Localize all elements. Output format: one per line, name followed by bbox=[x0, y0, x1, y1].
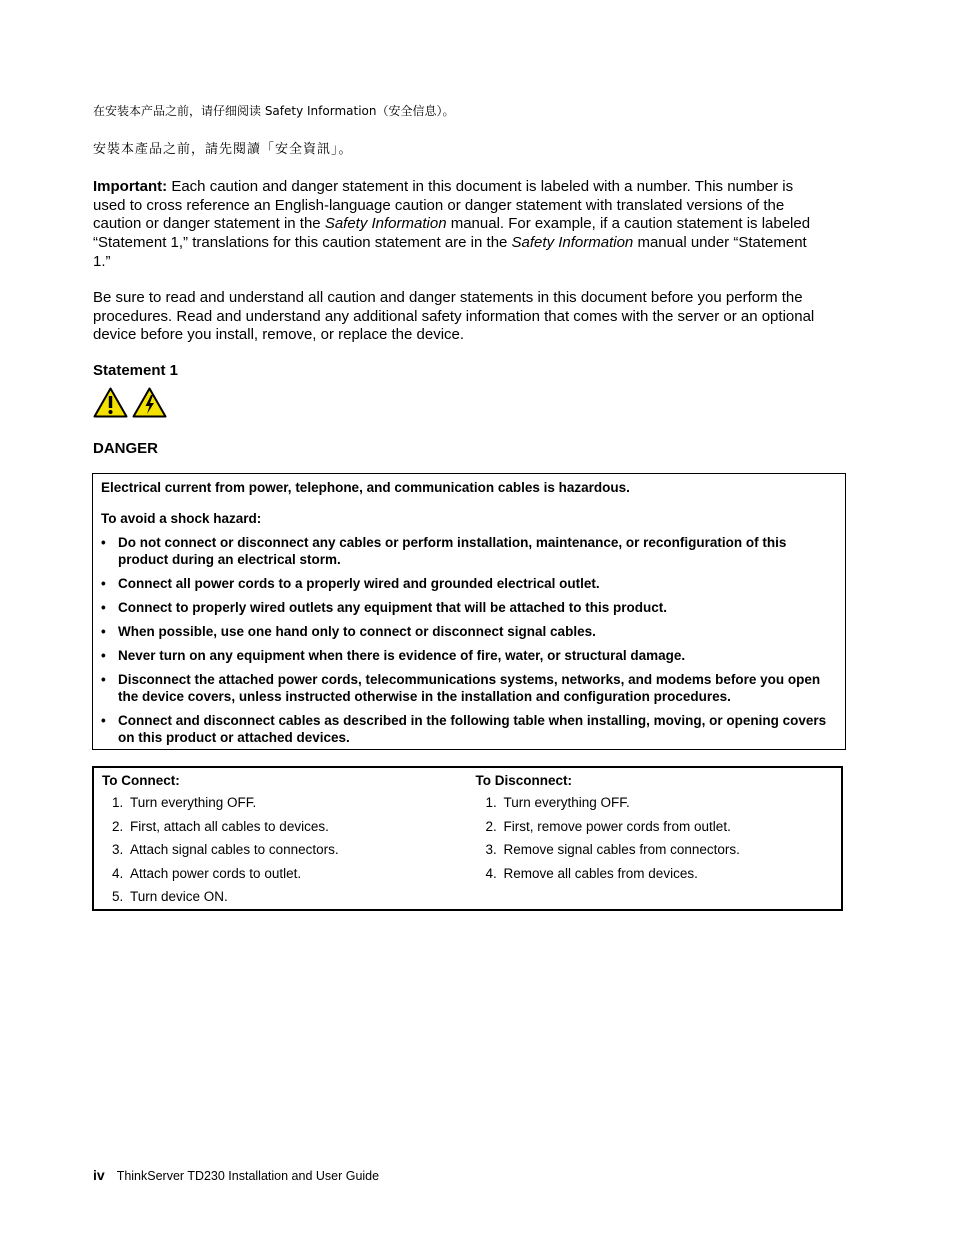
traditional-chinese-notice: 安裝本產品之前，請先閱讀「安全資訊」。 bbox=[93, 142, 353, 157]
step-text: Attach power cords to outlet. bbox=[130, 865, 302, 881]
danger-box bbox=[92, 473, 846, 750]
simplified-chinese-notice: 在安装本产品之前，请仔细阅读 Safety Information（安全信息）。 bbox=[93, 104, 455, 118]
step-number: 4. bbox=[485, 865, 497, 881]
step-text: Remove all cables from devices. bbox=[503, 865, 698, 881]
connect-column bbox=[94, 768, 468, 909]
list-item bbox=[476, 818, 834, 835]
important-paragraph bbox=[93, 178, 828, 272]
list-item: • When possible, use one hand only to connect or disconnect signal cables. bbox=[101, 623, 837, 640]
connect-disconnect-table bbox=[92, 766, 843, 911]
list-item: • Do not connect or disconnect any cables or perform installation, maintenance, or reconfiguration of this product during an electrical storm. bbox=[101, 534, 837, 568]
footer-title: ThinkServer TD230 Installation and User Guide bbox=[116, 1169, 380, 1183]
danger-heading: DANGER bbox=[93, 440, 159, 457]
step-number: 2. bbox=[485, 818, 497, 834]
danger-avoid-text: To avoid a shock hazard: bbox=[101, 511, 262, 526]
list-item: • Connect and disconnect cables as described in the following table when installing, moving, or opening covers on this product or attached devices. bbox=[101, 712, 837, 746]
list-item bbox=[102, 888, 460, 905]
disconnect-heading: To Disconnect: bbox=[475, 773, 573, 788]
list-item: • Disconnect the attached power cords, telecommunications systems, networks, and modems before you open the device covers, unless instructed otherwise in the installation and configuration procedures. bbox=[101, 671, 837, 705]
list-item bbox=[102, 818, 460, 835]
disconnect-steps bbox=[476, 794, 834, 882]
important-label: Important: bbox=[93, 178, 168, 195]
step-number: 1. bbox=[112, 795, 124, 810]
warning-triangle-icon bbox=[93, 387, 128, 418]
page-footer bbox=[93, 1167, 379, 1183]
page-number: iv bbox=[93, 1167, 105, 1183]
important-text-2: manual. For example, if a caution statement is labeled “Statement 1,” translations for this caution statement are in the bbox=[93, 215, 811, 252]
list-item: • Connect to properly wired outlets any equipment that will be attached to this product. bbox=[101, 599, 837, 616]
step-text: First, remove power cords from outlet. bbox=[503, 818, 731, 834]
list-item bbox=[476, 794, 834, 811]
list-item: • Connect all power cords to a properly wired and grounded electrical outlet. bbox=[101, 575, 837, 592]
step-number: 4. bbox=[112, 865, 124, 881]
step-number: 2. bbox=[112, 818, 124, 834]
list-item bbox=[476, 841, 834, 858]
statement-title: Statement 1 bbox=[93, 362, 179, 379]
list-item bbox=[102, 841, 460, 858]
important-text-3: manual under “Statement 1.” bbox=[93, 234, 807, 270]
connect-steps bbox=[102, 794, 460, 905]
hazard-icons bbox=[93, 387, 167, 418]
connect-heading: To Connect: bbox=[102, 773, 180, 788]
step-number: 3. bbox=[485, 842, 497, 857]
list-item bbox=[102, 865, 460, 882]
be-sure-paragraph: Be sure to read and understand all caution and danger statements in this document before you perform the procedures. Read and understand any additional safety information that comes with the server or an optional device before you install, remove, or replace the device. bbox=[93, 289, 815, 344]
step-number: 5. bbox=[112, 889, 124, 904]
step-text: Remove signal cables from connectors. bbox=[503, 842, 740, 857]
disconnect-column bbox=[468, 768, 842, 909]
step-text: Turn everything OFF. bbox=[130, 795, 257, 810]
list-item: • Never turn on any equipment when there is evidence of fire, water, or structural damage. bbox=[101, 647, 837, 664]
step-text: First, attach all cables to devices. bbox=[130, 818, 329, 834]
danger-hazard-text: Electrical current from power, telephone, and communication cables is hazardous. bbox=[101, 480, 630, 495]
safety-info-ref-2: Safety Information bbox=[511, 234, 634, 252]
step-number: 3. bbox=[112, 842, 124, 857]
step-text: Turn device ON. bbox=[130, 889, 228, 904]
step-number: 1. bbox=[485, 795, 497, 810]
safety-info-ref-1: Safety Information bbox=[324, 215, 447, 233]
danger-list bbox=[101, 534, 837, 746]
step-text: Turn everything OFF. bbox=[503, 795, 630, 810]
step-text: Attach signal cables to connectors. bbox=[130, 842, 339, 857]
important-text-1: Each caution and danger statement in this document is labeled with a number. This number is used to cross reference an English-language caution or danger statement with translated versions of the caution or danger statement in the bbox=[93, 178, 794, 233]
list-item bbox=[102, 794, 460, 811]
electrical-hazard-icon bbox=[132, 387, 167, 418]
list-item bbox=[476, 865, 834, 882]
